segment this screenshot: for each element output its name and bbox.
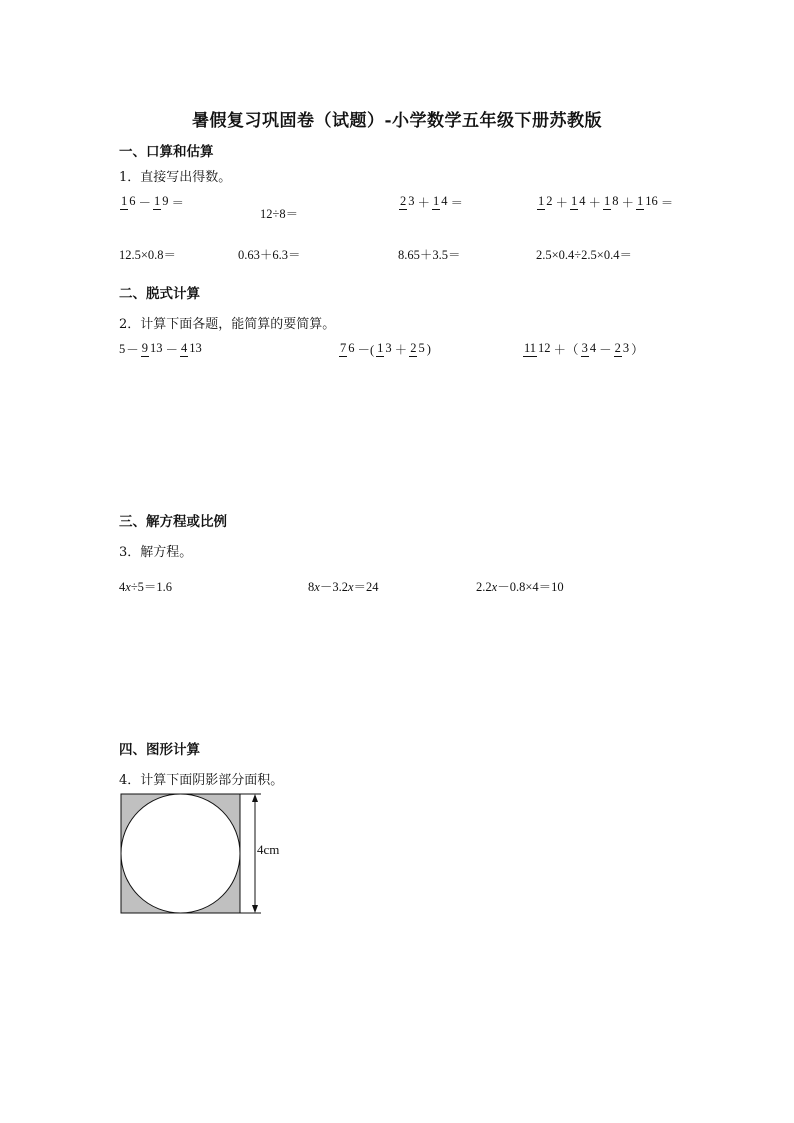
oral-expr-3: 2 3 ＋ 1 4 ＝ — [400, 194, 464, 210]
inscribed-circle — [121, 794, 240, 913]
calc-expr-2: 7 6 －( 1 3 ＋ 2 5 ) — [340, 341, 431, 357]
oral-expr-4: 1 2 ＋ 1 4 ＋ 1 8 ＋ 1 16 ＝ — [538, 194, 674, 210]
oral-expr-6: 0.63＋6.3＝ — [238, 248, 301, 262]
calc-expr-3: 11 12 ＋（ 3 4 － 2 3 ） — [524, 341, 644, 357]
oral-expr-7: 8.65＋3.5＝ — [398, 248, 461, 262]
equation-2: 8x－3.2x＝24 — [308, 580, 379, 594]
oral-expr-2: 12÷8＝ — [260, 207, 299, 221]
equation-1: 4x÷5＝1.6 — [119, 580, 173, 594]
question-2: 2．计算下面各题，能简算的要简算。 — [119, 317, 336, 332]
dimension-arrow-top — [252, 794, 258, 802]
dimension-arrow-bottom — [252, 905, 258, 913]
question-4: 4．计算下面阴影部分面积。 — [119, 773, 284, 788]
oral-expr-1: 1 6 － 1 9 ＝ — [121, 194, 185, 210]
section-heading-4: 四、图形计算 — [119, 742, 200, 758]
question-1: 1．直接写出得数。 — [119, 170, 232, 185]
page-title: 暑假复习巩固卷（试题）-小学数学五年级下册苏教版 — [191, 111, 603, 131]
oral-expr-5: 12.5×0.8＝ — [119, 248, 177, 262]
calc-expr-1: 5 － 9 13 － 4 13 — [119, 341, 202, 357]
question-3: 3．解方程。 — [119, 545, 193, 560]
section-heading-3: 三、解方程或比例 — [119, 514, 227, 530]
section-heading-2: 二、脱式计算 — [119, 286, 200, 302]
dimension-label: 4cm — [257, 842, 280, 857]
oral-expr-8: 2.5×0.4÷2.5×0.4＝ — [536, 248, 632, 262]
section-heading-1: 一、口算和估算 — [119, 144, 214, 160]
equation-3: 2.2x－0.8×4＝10 — [476, 580, 564, 594]
